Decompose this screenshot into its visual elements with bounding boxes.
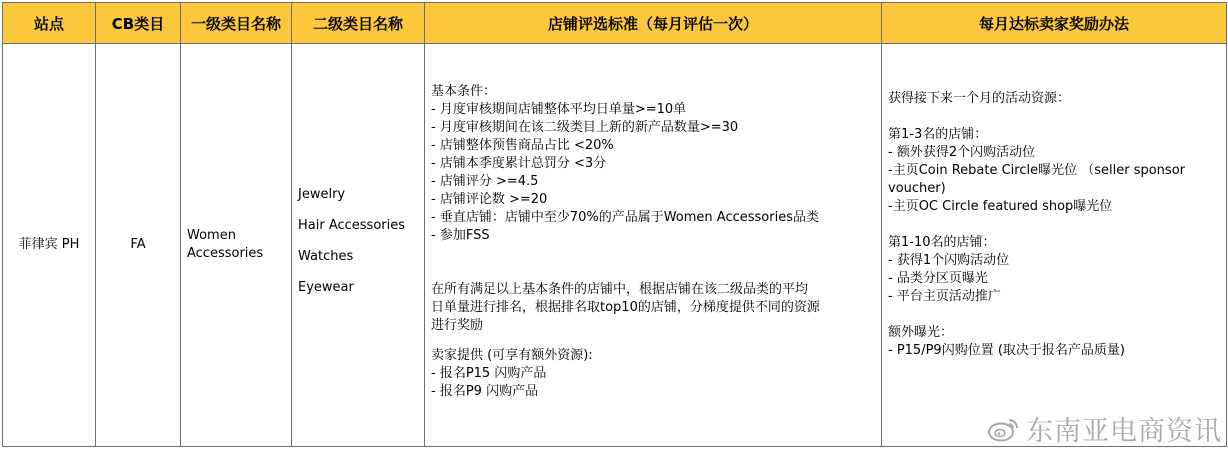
criteria-content (431, 83, 875, 401)
header-row (3, 3, 1227, 44)
top10-item: - 获得1个闪购活动位 (888, 253, 1010, 268)
watermark-text: 东南亚电商资讯 (1026, 416, 1222, 447)
reward-intro: 获得接下来一个月的活动资源： (888, 91, 1071, 106)
level1-line: Accessories (187, 246, 264, 261)
basic-item: - 店铺评论数 >=20 (431, 192, 548, 207)
basic-item: - 店铺本季度累计总罚分 <3分 (431, 156, 607, 171)
header-site: 站点 (3, 3, 96, 44)
level1-line: Women (187, 228, 236, 243)
level2-list (298, 186, 418, 297)
seller-item: - 报名P9 闪购产品 (431, 384, 539, 399)
header-level1-category: 一级类目名称 (181, 3, 292, 44)
header-level2-category: 二级类目名称 (292, 3, 425, 44)
top3-item: -主页OC Circle featured shop曝光位 (888, 199, 1113, 214)
seller-title: 卖家提供 (可享有额外资源): (431, 348, 593, 363)
level2-item: Eyewear (298, 279, 354, 295)
basic-item: - 参加FSS (431, 228, 490, 243)
ranking-line: 进行奖励 (431, 318, 484, 333)
cell-level1-category (181, 44, 292, 447)
extra-title: 额外曝光： (888, 325, 954, 340)
cell-cb-category (96, 44, 181, 447)
basic-item: - 月度审核期间在该二级类目上新的新产品数量>=30 (431, 120, 739, 135)
watermark (986, 409, 1222, 448)
seller-reward-table (2, 2, 1227, 447)
top3-item: - 额外获得2个闪购活动位 (888, 145, 1036, 160)
table-row (3, 44, 1227, 447)
cell-criteria (425, 44, 882, 447)
header-criteria: 店铺评选标准（每月评估一次） (425, 3, 882, 44)
top10-title: 第1-10名的店铺： (888, 235, 996, 250)
level2-item: Watches (298, 248, 354, 264)
header-cb-category: CB类目 (96, 3, 181, 44)
site-text: 菲律宾 PH (18, 237, 80, 252)
weibo-icon (986, 415, 1020, 443)
level2-item: Hair Accessories (298, 217, 406, 233)
level2-item: Jewelry (298, 186, 346, 202)
cb-category-text: FA (130, 237, 146, 252)
extra-item: - P15/P9闪购位置 (取决于报名产品质量) (888, 343, 1125, 358)
header-rewards: 每月达标卖家奖励办法 (882, 3, 1227, 44)
cell-level2-category (292, 44, 425, 447)
top10-item: - 平台主页活动推广 (888, 289, 1001, 304)
basic-item: - 店铺整体预售商品占比 <20% (431, 138, 614, 153)
top3-item: -主页Coin Rebate Circle曝光位 （seller sponsor voucher) (888, 163, 1185, 196)
rewards-content (888, 90, 1220, 360)
cell-site (3, 44, 96, 447)
top10-item: - 品类分区页曝光 (888, 271, 988, 286)
basic-item: - 垂直店铺：店铺中至少70%的产品属于Women Accessories品类 (431, 210, 819, 225)
basic-item: - 月度审核期间店铺整体平均日单量>=10单 (431, 102, 687, 117)
cell-rewards (882, 44, 1227, 447)
basic-title: 基本条件： (431, 84, 497, 99)
ranking-line: 在所有满足以上基本条件的店铺中，根据店铺在该二级品类的平均 (431, 282, 809, 297)
basic-item: - 店铺评分 >=4.5 (431, 174, 539, 189)
seller-item: - 报名P15 闪购产品 (431, 366, 547, 381)
ranking-line: 日单量进行排名，根据排名取top10的店铺，分梯度提供不同的资源 (431, 300, 820, 315)
top3-title: 第1-3名的店铺： (888, 127, 988, 142)
